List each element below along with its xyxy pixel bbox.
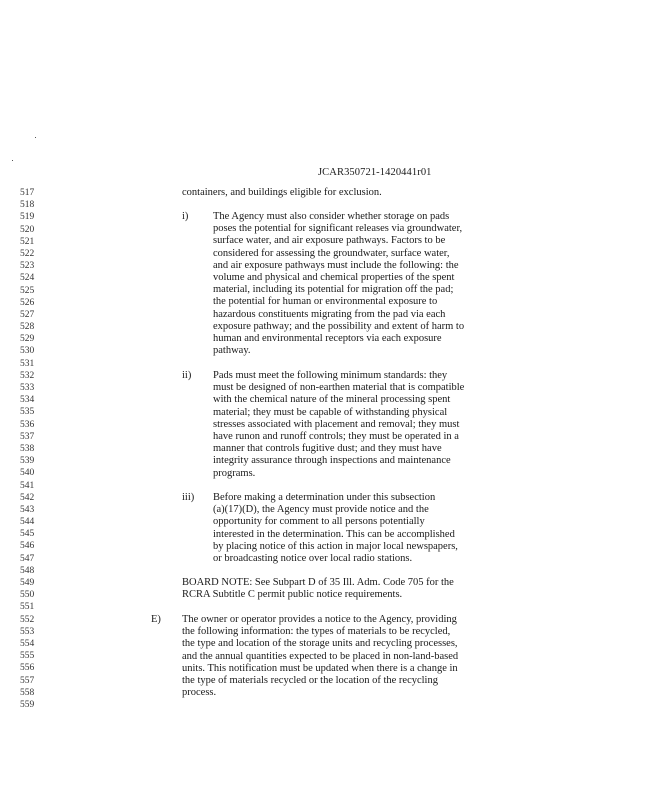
text-line: the potential for human or environmental exposure to [213,296,438,308]
line-number: 526 [20,297,35,308]
line-number: 541 [20,480,35,491]
line-number: 518 [20,200,35,211]
text-line: pathway. [213,345,251,357]
line-number: 551 [20,602,35,613]
line-number: 525 [20,285,35,296]
line-number: 532 [20,370,35,381]
line-number: 539 [20,456,35,467]
line-number: 555 [20,651,35,662]
line-number: 538 [20,443,35,454]
line-number: 522 [20,248,35,259]
line-number-column [20,187,34,711]
text-line: hazardous constituents migrating from the pad via each [213,308,446,320]
text-line: integrity assurance through inspections and maintenance [213,455,451,467]
line-number: 521 [20,236,35,247]
text-line: or broadcasting notice over local radio stations. [213,553,413,564]
line-number: 519 [20,212,35,223]
line-number: 535 [20,407,35,418]
text-line: stresses associated with placement and removal; they must [213,418,460,430]
line-number: 520 [20,224,35,235]
intro-line: containers, and buildings eligible for exclusion. [182,187,382,198]
item-E-marker: E) [151,614,161,625]
line-number: 554 [20,638,35,649]
item-ii-marker: ii) [182,370,192,381]
line-number: 559 [20,699,35,710]
line-number: 517 [20,188,35,198]
text-line: opportunity for comment to all persons potentially [213,516,425,528]
line-number: 542 [20,492,35,503]
text-line: volume and physical and chemical properties of the spent [213,272,455,283]
text-line: programs. [213,467,256,479]
text-line: poses the potential for significant releases via groundwater, [213,223,463,235]
text-line: (a)(17)(D), the Agency must provide notice and the [213,504,429,516]
line-number: 533 [20,383,35,393]
line-number: 531 [20,358,35,369]
line-number: 550 [20,590,35,601]
text-line: considered for assessing the groundwater, surface water, [213,247,450,259]
line-number: 557 [20,675,35,686]
text-line: material, including its potential for migration off the pad; [213,284,454,296]
text-line: interested in the determination. This can be accomplished [213,528,455,540]
text-line: process. [182,687,217,699]
text-line: human and environmental receptors via each exposure [213,333,442,344]
text-line: manner that controls fugitive dust; and they must have [213,443,442,455]
line-number: 552 [20,614,35,625]
text-line: surface water, and air exposure pathways. Factors to be [213,235,446,247]
line-number: 529 [20,334,35,345]
text-line: the type and location of the storage units and recycling processes, [182,638,458,650]
text-line: by placing notice of this action in major local newspapers, [213,540,458,552]
text-line: RCRA Subtitle C permit public notice requirements. [182,589,403,601]
line-number: 546 [20,541,35,552]
text-line: The Agency must also consider whether storage on pads [213,211,450,222]
line-number: 528 [20,322,35,333]
text-line: have runon and runoff controls; they must be operated in a [213,431,459,442]
line-number: 524 [20,273,35,284]
line-number: 558 [20,687,35,698]
line-number: 537 [20,431,35,442]
line-number: 553 [20,626,35,637]
scan-speck [35,137,36,138]
item-i-marker: i) [182,211,189,222]
text-line: the type of materials recycled or the location of the recycling [182,675,438,686]
line-number: 540 [20,468,35,479]
line-number: 543 [20,504,35,515]
text-line: exposure pathway; and the possibility and extent of harm to [213,320,465,332]
text-line: the following information: the types of materials to be recycled, [182,626,451,638]
text-line: material; they must be capable of withstanding physical [213,406,448,418]
text-line: Before making a determination under this subsection [213,492,436,503]
line-number: 534 [20,395,35,406]
line-number: 544 [20,517,35,528]
text-line: and air exposure pathways must include the following: the [213,259,459,271]
item-iii-marker: iii) [182,492,195,503]
text-line: BOARD NOTE: See Subpart D of 35 Ill. Adm. Code 705 for the [182,577,454,588]
line-number: 548 [20,565,35,576]
line-number: 547 [20,553,35,564]
document-id: JCAR350721-1420441r01 [318,167,432,178]
line-number: 530 [20,346,35,357]
text-line: The owner or operator provides a notice to the Agency, providing [182,614,457,625]
text-line: and the annual quantities expected to be placed in non-land-based [182,650,459,662]
line-number: 536 [20,419,35,430]
line-number: 527 [20,309,35,320]
text-line: Pads must meet the following minimum standards: they [213,370,448,381]
line-number: 523 [20,261,35,272]
scan-speck [12,160,13,161]
line-number: 556 [20,663,35,674]
text-line: must be designed of non-earthen material that is compatible [213,382,465,394]
line-number: 549 [20,578,35,588]
text-line: units. This notification must be updated when there is a change in [182,662,458,674]
line-number: 545 [20,529,35,540]
text-line: with the chemical nature of the mineral processing spent [213,394,451,406]
